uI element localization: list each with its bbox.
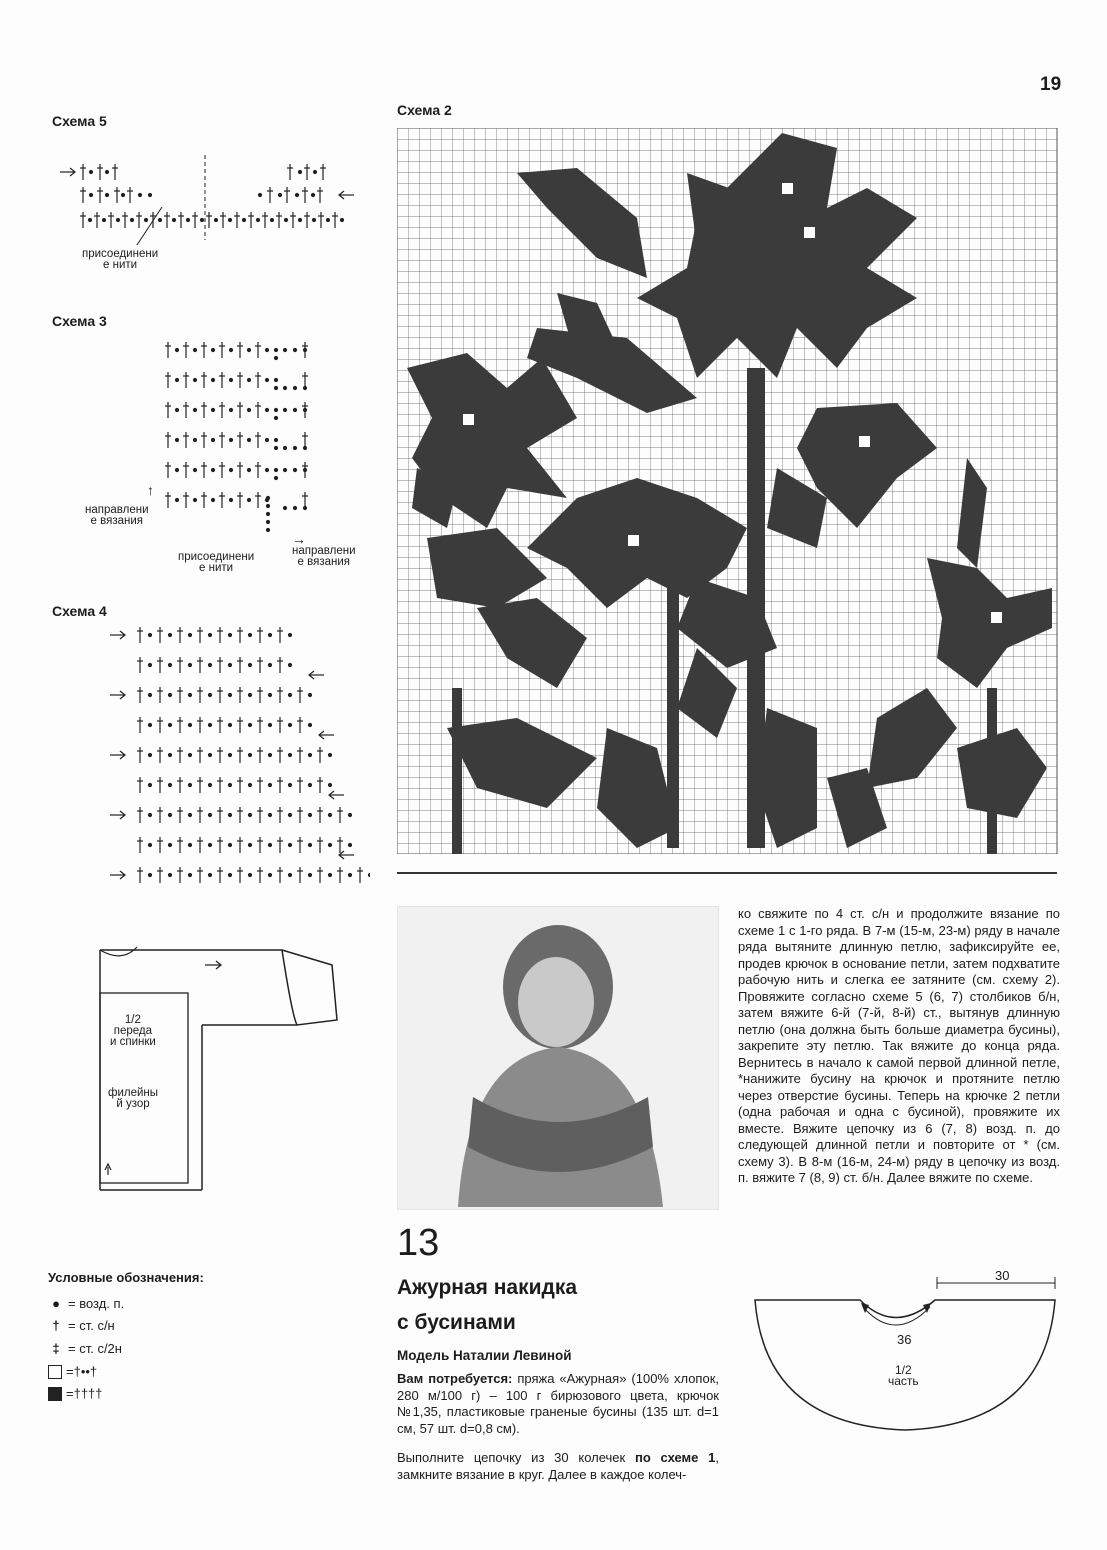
scheme-3-direction-left: направлени е вязания [85,504,149,527]
double-crochet-icon: † [52,1318,60,1333]
materials-paragraph: Вам потребуется: пряжа «Ажурная» (100% хлопок, 280 м/100 г) – 100 г бирюзового цвета, крючок №1,35, пластиковые граненые бусины (135 шт. d=1 см, 57 шт. d=0,8 см). [397,1371,720,1436]
cape-half-diagram [745,1265,1065,1435]
cape-dim-neck: 36 [897,1332,912,1347]
legend-item-tr: ‡ = ст. с/2н [48,1341,122,1356]
scheme-5-join-label: присоединени е нити [82,248,159,271]
scheme-5-title: Схема 5 [52,113,107,129]
scheme-4-title: Схема 4 [52,603,107,619]
cape-dim-top: 30 [995,1268,1010,1283]
up-arrow-icon: ↑ [147,482,154,498]
woman-wearing-cape-image [398,907,718,1209]
legend-title: Условные обозначения: [48,1270,204,1285]
article-author: Модель Наталии Левиной [397,1348,572,1363]
model-photo [397,906,719,1210]
instructions-paragraph-continued: ко свяжите по 4 ст. с/н и продолжите вязание по схеме 1 с 1-го ряда. В 7-м (15-м, 23-м) ряду в начале ряда вытяните длинную петлю, зафиксируйте ее, продев крючок в основание петли, затем подхватите рабочую нить и слегка ее затяните (см. схему 2). Провяжите согласно схеме 5 (6, 7) столбиков б/н, затем вяжите 6-й (7-й, 8-й) ст., вытянув длинную петлю (она должна быть больше диаметра бусины), закрепите эту петлю. Так вяжите до конца ряда. Вернитесь в начало к самой первой длинной петле, *нанижите бусину на крючок и протяните петлю через отверстие бусины. Теперь на крючке 2 петли (одна рабочая и одна с бусиной), провяжите их вместе. Вяжите цепочку из 6 (7, 8) возд. п. до следующей длинной петли и повторите от * (см. схему 3). В 8-м (16-м, 24-м) ряду в цепочку из возд. п. вяжите 7 (8, 9) ст. б/н. Далее вяжите по схеме. [738,906,1060,1185]
filled-cell-icon [48,1387,62,1401]
scheme-2-filet-chart [397,128,1058,854]
scheme-3-title: Схема 3 [52,313,107,329]
scheme-5-diagram [55,150,365,245]
scheme-3-direction-right: направлени е вязания [292,545,356,568]
legend-item-dc: † = ст. с/н [48,1318,115,1333]
garment-half-label: 1/2 переда и спинки [110,1014,156,1048]
page-number: 19 [1040,74,1062,95]
article-title: Ажурная накидка с бусинами [397,1276,578,1334]
legend-item-filled-cell: =†††† [48,1386,103,1401]
scheme-3-diagram [150,340,320,540]
scheme-3-join-label: присоединени е нити [178,551,255,574]
section-divider [397,872,1057,874]
instructions-paragraph-start: Выполните цепочку из 30 колечек по схеме 1, замкните вязание в круг. Далее в каждое колеч- [397,1450,719,1482]
treble-crochet-icon: ‡ [52,1341,60,1356]
scheme-2-title: Схема 2 [397,102,452,118]
empty-cell-icon [48,1365,62,1379]
right-arrow-icon: → [292,531,306,547]
legend-item-empty-cell: =†••† [48,1364,97,1379]
scheme-4-diagram [105,620,370,905]
chain-stitch-icon: ● [52,1296,60,1311]
garment-outline [92,945,342,1200]
cape-part-label: 1/2 часть [888,1363,919,1388]
legend-item-chain: ● = возд. п. [48,1296,124,1311]
article-number: 13 [397,1222,440,1264]
garment-pattern-label: филейны й узор [108,1087,159,1110]
